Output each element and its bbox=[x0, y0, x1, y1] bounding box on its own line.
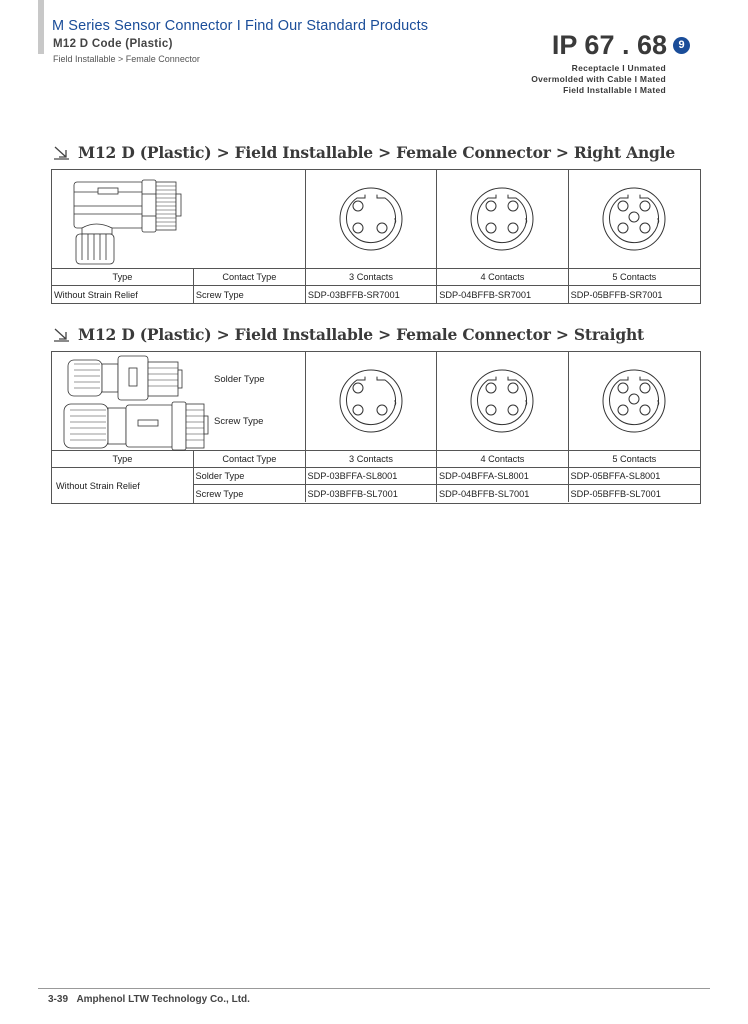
table-row bbox=[194, 485, 701, 502]
contact-face-4 bbox=[437, 352, 568, 450]
part-number: SDP-04BFFB-SL7001 bbox=[437, 485, 569, 502]
header-accent-bar bbox=[38, 0, 44, 54]
product-table-straight bbox=[51, 351, 701, 504]
outer-ring bbox=[340, 370, 402, 432]
column-header: Contact Type bbox=[194, 451, 306, 467]
contact-face-4 bbox=[437, 170, 568, 268]
contact-pin bbox=[486, 383, 496, 393]
contact-pin bbox=[629, 212, 639, 222]
page-subtitle: M12 D Code (Plastic) bbox=[53, 38, 173, 50]
straight-connector-drawing bbox=[52, 352, 212, 451]
section-title-straight: M12 D (Plastic) > Field Installable > Female Connector > Straight bbox=[54, 325, 644, 344]
part-number: SDP-03BFFB-SL7001 bbox=[306, 485, 438, 502]
connector-image-straight bbox=[52, 352, 306, 450]
contact-pin bbox=[353, 405, 363, 415]
pin-layout-3-contacts bbox=[336, 184, 406, 254]
table-header-row bbox=[52, 269, 700, 286]
inner-ring-with-key bbox=[347, 195, 396, 243]
table-header-row bbox=[52, 451, 700, 468]
contact-type-cell: Solder Type bbox=[194, 468, 306, 484]
column-header: Contact Type bbox=[194, 269, 306, 285]
part-number: SDP-04BFFA-SL8001 bbox=[437, 468, 569, 484]
contact-pin bbox=[508, 201, 518, 211]
part-number: SDP-03BFFA-SL8001 bbox=[306, 468, 438, 484]
contact-type-cell: Screw Type bbox=[194, 485, 306, 502]
contact-pin bbox=[640, 405, 650, 415]
type-cell: Without Strain Relief bbox=[52, 286, 194, 303]
footer bbox=[48, 994, 256, 1005]
contact-pin bbox=[618, 223, 628, 233]
contact-face-3 bbox=[306, 170, 437, 268]
contact-pin bbox=[377, 405, 387, 415]
contact-pin bbox=[508, 383, 518, 393]
part-number: SDP-05BFFA-SL8001 bbox=[570, 471, 661, 481]
contact-pin bbox=[640, 223, 650, 233]
contact-type-cell: Screw Type bbox=[194, 286, 306, 303]
contact-pin bbox=[377, 223, 387, 233]
row-group bbox=[52, 468, 700, 503]
company-name: Amphenol LTW Technology Co., Ltd. bbox=[76, 994, 250, 1005]
pin-layout-5-contacts bbox=[599, 366, 669, 436]
screw-type-label: Screw Type bbox=[214, 416, 264, 427]
part-number: SDP-05BFFB-SL7001 bbox=[570, 488, 661, 499]
rating-line: Field Installable I Mated bbox=[563, 85, 666, 95]
contact-pin bbox=[508, 223, 518, 233]
contact-pin bbox=[486, 223, 496, 233]
part-number: SDP-05BFFB-SR7001 bbox=[570, 289, 663, 300]
contact-pin bbox=[353, 201, 363, 211]
contact-pin bbox=[618, 383, 628, 393]
contact-face-5 bbox=[569, 352, 700, 450]
outer-ring bbox=[603, 188, 665, 250]
column-header: Type bbox=[52, 451, 194, 467]
outer-ring bbox=[340, 188, 402, 250]
footer-divider bbox=[38, 988, 710, 989]
contact-pin bbox=[508, 405, 518, 415]
pin-layout-5-contacts bbox=[599, 184, 669, 254]
pin-layout-4-contacts bbox=[467, 366, 537, 436]
outer-ring bbox=[471, 188, 533, 250]
column-header: 4 Contacts bbox=[437, 451, 568, 467]
contact-face-3 bbox=[306, 352, 437, 450]
column-header: 4 Contacts bbox=[437, 269, 568, 285]
right-angle-connector-drawing bbox=[52, 170, 306, 269]
part-number: SDP-03BFFB-SR7001 bbox=[306, 286, 437, 303]
column-header: 5 Contacts bbox=[612, 272, 657, 282]
contact-pin bbox=[353, 223, 363, 233]
solder-type-label: Solder Type bbox=[214, 374, 265, 385]
contact-pin bbox=[640, 383, 650, 393]
ip-rating-block bbox=[531, 32, 690, 96]
arrow-down-right-icon bbox=[54, 146, 70, 160]
inner-ring-with-key bbox=[347, 377, 396, 425]
page-number: 3-39 bbox=[48, 994, 69, 1005]
pin-layout-4-contacts bbox=[467, 184, 537, 254]
breadcrumb: Field Installable > Female Connector bbox=[53, 54, 200, 64]
table-row bbox=[194, 468, 701, 485]
connector-image-right-angle bbox=[52, 170, 306, 268]
page-title: M Series Sensor Connector I Find Our Standard Products bbox=[52, 18, 429, 34]
contact-pin bbox=[486, 201, 496, 211]
outer-ring bbox=[603, 370, 665, 432]
contact-pin bbox=[486, 405, 496, 415]
section-title-right-angle: M12 D (Plastic) > Field Installable > Female Connector > Right Angle bbox=[54, 143, 675, 162]
column-header: 3 Contacts bbox=[306, 451, 437, 467]
table-row bbox=[52, 286, 700, 303]
contact-pin bbox=[353, 383, 363, 393]
product-table-right-angle bbox=[51, 169, 701, 304]
inner-ring-with-key bbox=[610, 195, 659, 243]
contact-pin bbox=[618, 405, 628, 415]
outer-ring bbox=[471, 370, 533, 432]
inner-ring-with-key bbox=[610, 377, 659, 425]
column-header: 5 Contacts bbox=[612, 454, 657, 464]
column-header: Type bbox=[52, 269, 194, 285]
pin-layout-3-contacts bbox=[336, 366, 406, 436]
column-header: 3 Contacts bbox=[306, 269, 437, 285]
contact-face-5 bbox=[569, 170, 700, 268]
contact-pin bbox=[640, 201, 650, 211]
contact-pin bbox=[618, 201, 628, 211]
arrow-down-right-icon bbox=[54, 328, 70, 342]
rating-line: Overmolded with Cable I Mated bbox=[531, 74, 666, 84]
part-number: SDP-04BFFB-SR7001 bbox=[437, 286, 568, 303]
inner-ring-with-key bbox=[478, 377, 527, 425]
inner-ring-with-key bbox=[478, 195, 527, 243]
contact-pin bbox=[629, 394, 639, 404]
rating-line: Receptacle I Unmated bbox=[571, 63, 666, 73]
ip-rating: IP 67 . 68 bbox=[551, 30, 667, 60]
chapter-badge: 9 bbox=[673, 37, 690, 54]
type-cell: Without Strain Relief bbox=[52, 468, 194, 503]
